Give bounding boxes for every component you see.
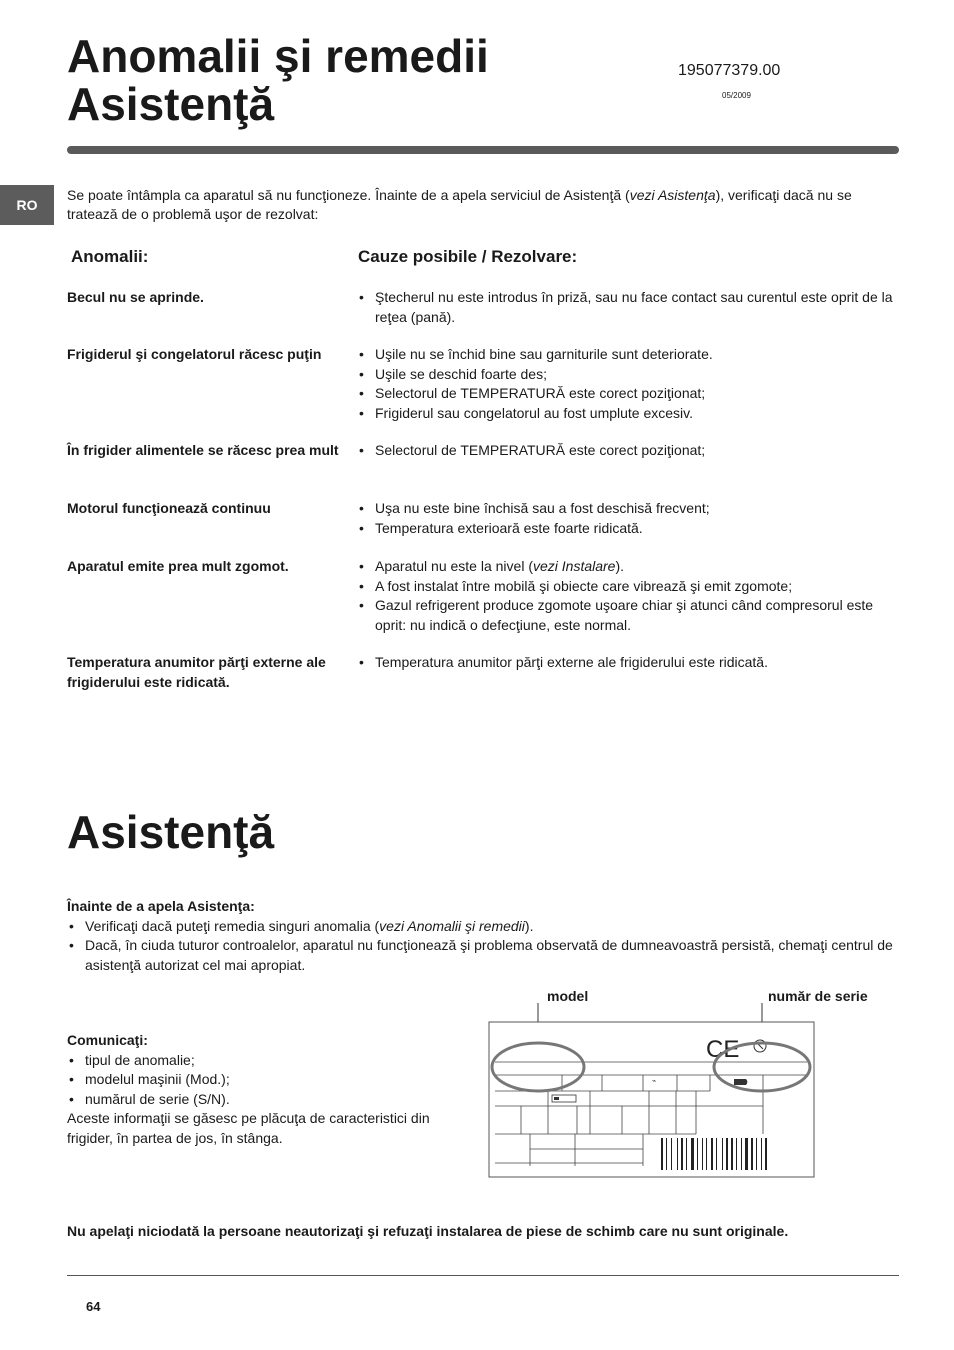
before-item-reference: vezi Anomalii şi remedii	[379, 917, 525, 934]
problem-text: Aparatul emite prea mult zgomot.	[67, 558, 289, 574]
cause-item: • Temperatura anumitor părţi externe ale frigiderului este ridicată.	[357, 653, 902, 673]
cause-item: • Temperatura exterioară este foarte ridicată.	[357, 519, 902, 539]
communicate-list	[67, 1051, 477, 1110]
cause-item: • Selectorul de TEMPERATURĂ este corect poziţionat;	[357, 441, 902, 461]
document-code: 195077379.00	[678, 62, 781, 79]
warning-text: Nu apelaţi niciodată la persoane neautorizaţi şi refuzaţi instalarea de piese de schimb care nu sunt originale.	[67, 1223, 789, 1239]
cause-list	[357, 288, 902, 327]
cause-item: • Uşa nu este bine închisă sau a fost deschisă frecvent;	[357, 499, 902, 519]
title-line-1: Anomalii şi remedii	[67, 30, 489, 82]
problems-column-header: Anomalii:	[71, 247, 149, 266]
serial-number-caption: număr de serie	[768, 988, 868, 1004]
problem-text: Temperatura anumitor părţi externe ale frigiderului este ridicată.	[67, 654, 326, 690]
intro-text-b: ), verificaţi dacă nu se tratează de o problemă uşor de rezolvat:	[67, 187, 852, 222]
footer-divider	[67, 1275, 899, 1276]
cause-item: • Frigiderul sau congelatorul au fost umplute excesiv.	[357, 404, 902, 424]
before-item-text-b: ).	[524, 917, 534, 934]
language-tab: RO	[0, 185, 54, 225]
cause-item: • Ştecherul nu este introdus în priză, sau nu face contact sau curentul este oprit de la reţea (pană).	[357, 288, 902, 327]
cause-item: • Gazul refrigerent produce zgomote uşoare chiar şi atunci când compresorul este oprit: nu indică o defecţiune, este normal.	[357, 596, 902, 635]
ce-mark: CE	[706, 1036, 740, 1063]
model-caption: model	[547, 988, 589, 1004]
cause-list	[357, 345, 902, 423]
problem-text: Becul nu se aprinde.	[67, 289, 204, 305]
causes-column-header: Cauze posibile / Rezolvare:	[358, 247, 578, 266]
communicate-note: Aceste informaţii se găsesc pe plăcuţa de caracteristici din frigider, în partea de jos, în stânga.	[67, 1110, 430, 1146]
assistance-heading: Asistenţă	[67, 806, 275, 858]
cause-item: • A fost instalat între mobilă şi obiecte care vibrează şi emit zgomote;	[357, 577, 902, 597]
cause-text-a: Aparatul nu este la nivel (	[375, 558, 533, 574]
cause-item: • Uşile nu se închid bine sau garniturile sunt deteriorate.	[357, 345, 902, 365]
before-calling-list	[67, 917, 899, 976]
before-calling-item	[67, 917, 899, 937]
intro-paragraph	[67, 186, 899, 224]
header-divider	[67, 146, 899, 154]
title-line-2: Asistenţă	[67, 78, 275, 130]
cause-list	[357, 441, 902, 461]
intro-reference: vezi Asistenţa	[629, 187, 716, 203]
document-date: 05/2009	[722, 91, 751, 100]
problem-text: Motorul funcţionează continuu	[67, 500, 271, 516]
communicate-section	[67, 1031, 477, 1148]
page-number: 64	[86, 1299, 101, 1314]
before-calling-section	[67, 897, 899, 975]
before-calling-item: • Dacă, în ciuda tuturor controalelor, aparatul nu funcţionează şi problema observată de dumneavoastră persistă, chemaţi centrul de asistenţă autorizat cel mai apropiat.	[67, 936, 899, 975]
plug-icon	[734, 1079, 747, 1085]
rating-plate-illustration	[480, 1003, 825, 1188]
cause-item: • Uşile se deschid foarte des;	[357, 365, 902, 385]
communicate-item: • tipul de anomalie;	[67, 1051, 477, 1071]
cause-list	[357, 653, 902, 673]
cause-item: • Selectorul de TEMPERATURĂ este corect poziţionat;	[357, 384, 902, 404]
svg-text:⌁: ⌁	[652, 1078, 657, 1085]
cause-list	[357, 557, 902, 635]
cause-text-b: ).	[615, 558, 625, 574]
before-calling-title: Înainte de a apela Asistenţa:	[67, 898, 255, 914]
cause-reference: vezi Instalare	[532, 558, 616, 574]
cause-list	[357, 499, 902, 538]
before-item-text-a: Verificaţi dacă puteţi remedia singuri anomalia (	[85, 917, 380, 934]
intro-text-a: Se poate întâmpla ca aparatul să nu funcţioneze. Înainte de a apela serviciul de Asistenţă (	[67, 187, 630, 203]
communicate-title: Comunicaţi:	[67, 1032, 148, 1048]
cause-item	[357, 557, 902, 577]
communicate-item: • numărul de serie (S/N).	[67, 1090, 477, 1110]
page-title	[67, 32, 489, 128]
communicate-item: • modelul maşinii (Mod.);	[67, 1070, 477, 1090]
problem-text: În frigider alimentele se răcesc prea mult	[67, 442, 339, 458]
problem-text: Frigiderul şi congelatorul răcesc puţin	[67, 346, 322, 362]
